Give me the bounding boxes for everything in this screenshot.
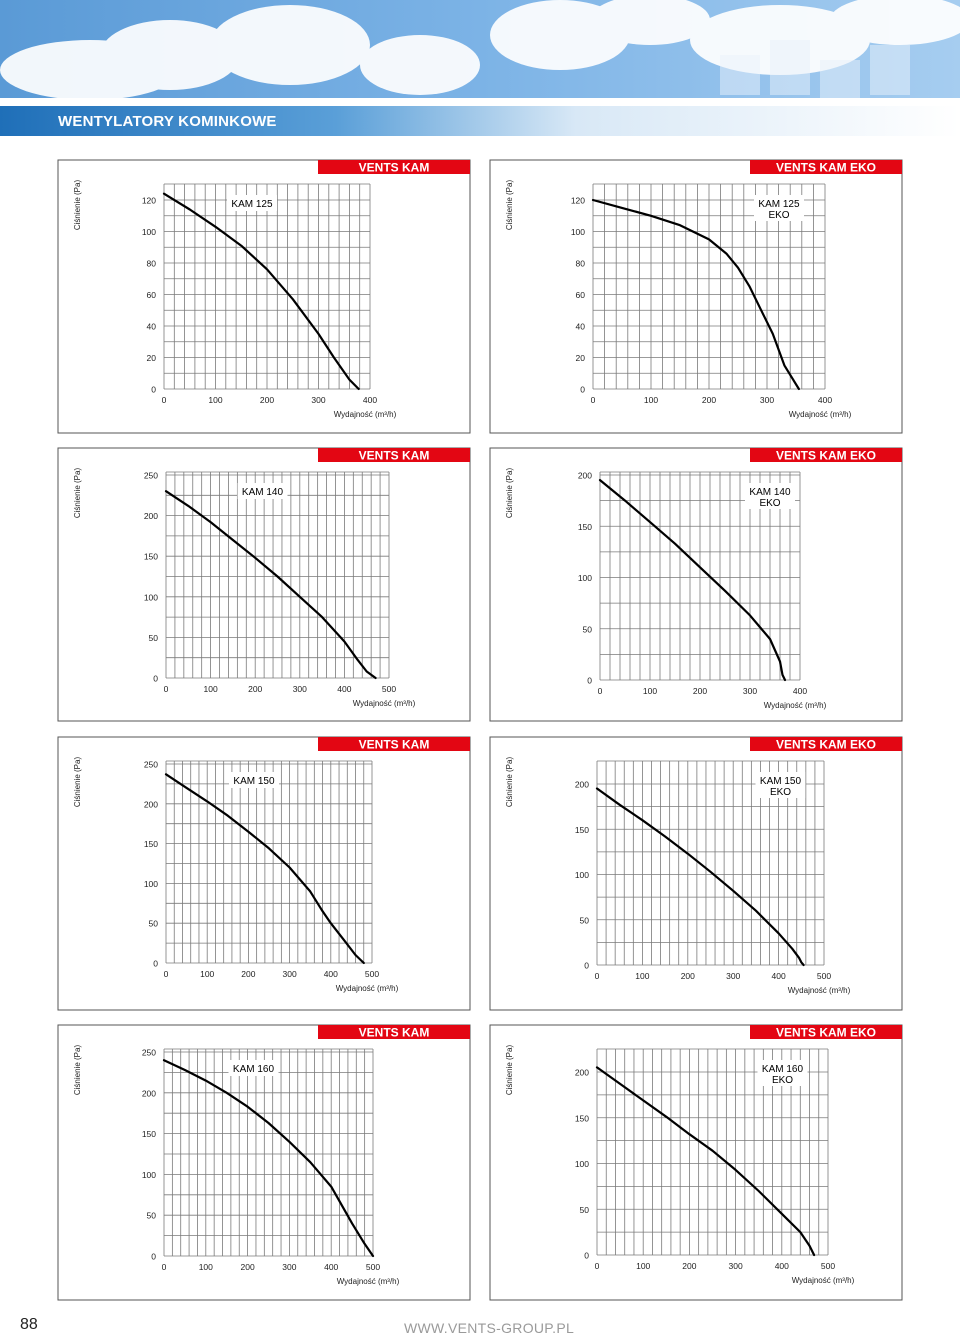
x-tick-label: 300 [742,686,758,696]
y-tick-label: 50 [579,915,589,926]
page-title: WENTYLATORY KOMINKOWE [58,113,277,130]
x-tick-label: 200 [259,395,275,405]
y-tick-label: 150 [141,1129,156,1140]
y-tick-label: 80 [146,258,156,269]
x-tick-label: 400 [792,686,808,696]
y-tick-label: 0 [580,384,585,395]
x-tick-label: 400 [817,395,833,405]
y-axis-label: Ciśnienie (Pa) [73,1044,82,1096]
chart-header-label: VENTS KAM EKO [775,160,877,175]
y-tick-label: 100 [570,227,585,237]
y-axis-label: Ciśnienie (Pa) [505,467,514,519]
y-tick-label: 0 [151,1251,156,1262]
x-tick-label: 200 [241,969,256,979]
model-label: KAM 125 [758,199,800,210]
y-tick-label: 50 [148,918,158,929]
x-tick-label: 100 [636,1261,651,1271]
y-tick-label: 0 [153,958,158,969]
x-axis-label: Wydajność (m³/h) [787,986,851,995]
y-tick-label: 100 [574,870,589,880]
x-tick-label: 300 [759,395,775,405]
chart-header-label: VENTS KAM EKO [775,1025,877,1040]
model-label: EKO [768,210,790,221]
y-tick-label: 0 [587,675,592,686]
model-label: KAM 150 [233,776,275,787]
chart-8 [490,1025,902,1300]
y-tick-label: 40 [146,321,156,332]
y-tick-label: 100 [574,1159,589,1169]
x-tick-label: 100 [643,395,659,405]
y-tick-label: 120 [570,195,585,206]
model-label: KAM 140 [241,487,284,498]
x-tick-label: 300 [726,971,741,981]
model-label: KAM 160 [761,1064,804,1075]
chart-header-label: VENTS KAM [358,737,430,752]
x-tick-label: 100 [203,684,218,694]
y-tick-label: 150 [143,839,158,850]
x-tick-label: 200 [680,971,695,981]
y-tick-label: 50 [582,624,592,635]
y-tick-label: 250 [143,470,158,481]
chart-frame [490,737,902,1010]
x-tick-label: 0 [594,971,600,981]
y-tick-label: 100 [141,227,156,237]
x-tick-label: 300 [728,1261,743,1271]
x-tick-label: 200 [701,395,717,405]
y-tick-label: 40 [575,321,585,332]
x-axis-label: Wydajność (m³/h) [791,1276,855,1285]
y-tick-label: 200 [574,779,589,790]
y-tick-label: 200 [143,511,158,522]
model-label: KAM 140 [749,487,791,498]
chart-frame [490,1025,902,1300]
y-tick-label: 200 [574,1067,589,1078]
x-axis-label: Wydajność (m³/h) [335,984,399,993]
x-tick-label: 300 [282,1262,297,1272]
model-label: KAM 125 [231,199,273,210]
y-tick-label: 60 [575,290,585,300]
y-tick-label: 0 [151,384,156,395]
y-tick-label: 250 [141,1047,156,1058]
y-tick-label: 100 [143,878,158,889]
y-tick-label: 0 [584,960,589,971]
y-tick-label: 150 [574,824,589,835]
y-tick-label: 20 [146,353,156,363]
x-tick-label: 0 [161,395,167,405]
chart-1 [58,160,470,433]
y-tick-label: 20 [575,353,585,363]
x-tick-label: 100 [642,686,658,696]
x-axis-label: Wydajność (m³/h) [336,1277,400,1286]
y-tick-label: 100 [141,1169,156,1180]
y-tick-label: 150 [143,551,158,562]
chart-frame [490,160,902,433]
website-url: WWW.VENTS-GROUP.PL [404,1320,575,1336]
x-tick-label: 200 [248,684,263,694]
y-axis-label: Ciśnienie (Pa) [505,1044,514,1096]
x-tick-label: 0 [590,395,596,405]
y-tick-label: 80 [575,258,585,269]
y-tick-label: 50 [148,632,158,643]
x-tick-label: 200 [682,1261,697,1271]
x-tick-label: 400 [771,971,786,981]
x-tick-label: 400 [337,684,352,694]
y-tick-label: 150 [577,521,592,532]
chart-header-label: VENTS KAM [358,1025,430,1040]
y-tick-label: 50 [146,1210,156,1221]
y-tick-label: 200 [577,470,592,481]
y-axis-label: Ciśnienie (Pa) [73,179,82,231]
chart-3 [58,448,470,721]
model-label: KAM 150 [759,776,802,787]
x-tick-label: 100 [635,971,650,981]
chart-6 [490,737,902,1010]
y-axis-label: Ciśnienie (Pa) [505,179,514,231]
chart-4 [490,448,902,721]
y-axis-label: Ciśnienie (Pa) [505,756,514,808]
y-axis-label: Ciśnienie (Pa) [73,467,82,519]
x-tick-label: 200 [240,1262,255,1272]
x-tick-label: 400 [774,1261,789,1271]
x-tick-label: 400 [324,1262,339,1272]
y-tick-label: 50 [579,1204,589,1215]
chart-5 [58,737,470,1010]
x-tick-label: 0 [163,969,169,979]
x-tick-label: 0 [161,1262,167,1272]
y-tick-label: 120 [141,195,156,206]
y-tick-label: 60 [146,290,156,300]
y-axis-label: Ciśnienie (Pa) [73,756,82,808]
x-tick-label: 400 [362,395,378,405]
chart-2 [490,160,902,433]
y-tick-label: 150 [574,1113,589,1124]
y-tick-label: 200 [141,1088,156,1099]
x-axis-label: Wydajność (m³/h) [333,410,397,419]
y-tick-label: 200 [143,799,158,810]
model-label: KAM 160 [232,1064,275,1075]
x-tick-label: 300 [292,684,307,694]
x-tick-label: 500 [820,1261,836,1271]
page-number: 88 [20,1316,38,1333]
model-label: EKO [771,1075,794,1086]
x-tick-label: 0 [594,1261,600,1271]
chart-7 [58,1025,470,1300]
y-tick-label: 0 [153,673,158,684]
model-label: EKO [769,787,792,798]
x-tick-label: 500 [816,971,832,981]
model-label: EKO [759,498,781,509]
x-tick-label: 500 [381,684,397,694]
chart-header-label: VENTS KAM [358,448,430,463]
chart-header-label: VENTS KAM [358,160,430,175]
x-tick-label: 0 [163,684,169,694]
x-tick-label: 100 [200,969,215,979]
y-tick-label: 250 [143,759,158,770]
x-tick-label: 0 [597,686,603,696]
x-tick-label: 400 [323,969,338,979]
x-tick-label: 300 [282,969,297,979]
x-axis-label: Wydajność (m³/h) [788,410,852,419]
chart-header-label: VENTS KAM EKO [775,737,877,752]
x-tick-label: 100 [198,1262,213,1272]
y-tick-label: 100 [143,592,158,603]
x-tick-label: 500 [365,1262,381,1272]
x-tick-label: 500 [364,969,380,979]
x-tick-label: 300 [311,395,326,405]
y-tick-label: 100 [577,573,592,583]
x-tick-label: 100 [208,395,223,405]
x-tick-label: 200 [692,686,708,696]
x-axis-label: Wydajność (m³/h) [763,701,827,710]
y-tick-label: 0 [584,1250,589,1261]
chart-header-label: VENTS KAM EKO [775,448,877,463]
x-axis-label: Wydajność (m³/h) [352,699,416,708]
